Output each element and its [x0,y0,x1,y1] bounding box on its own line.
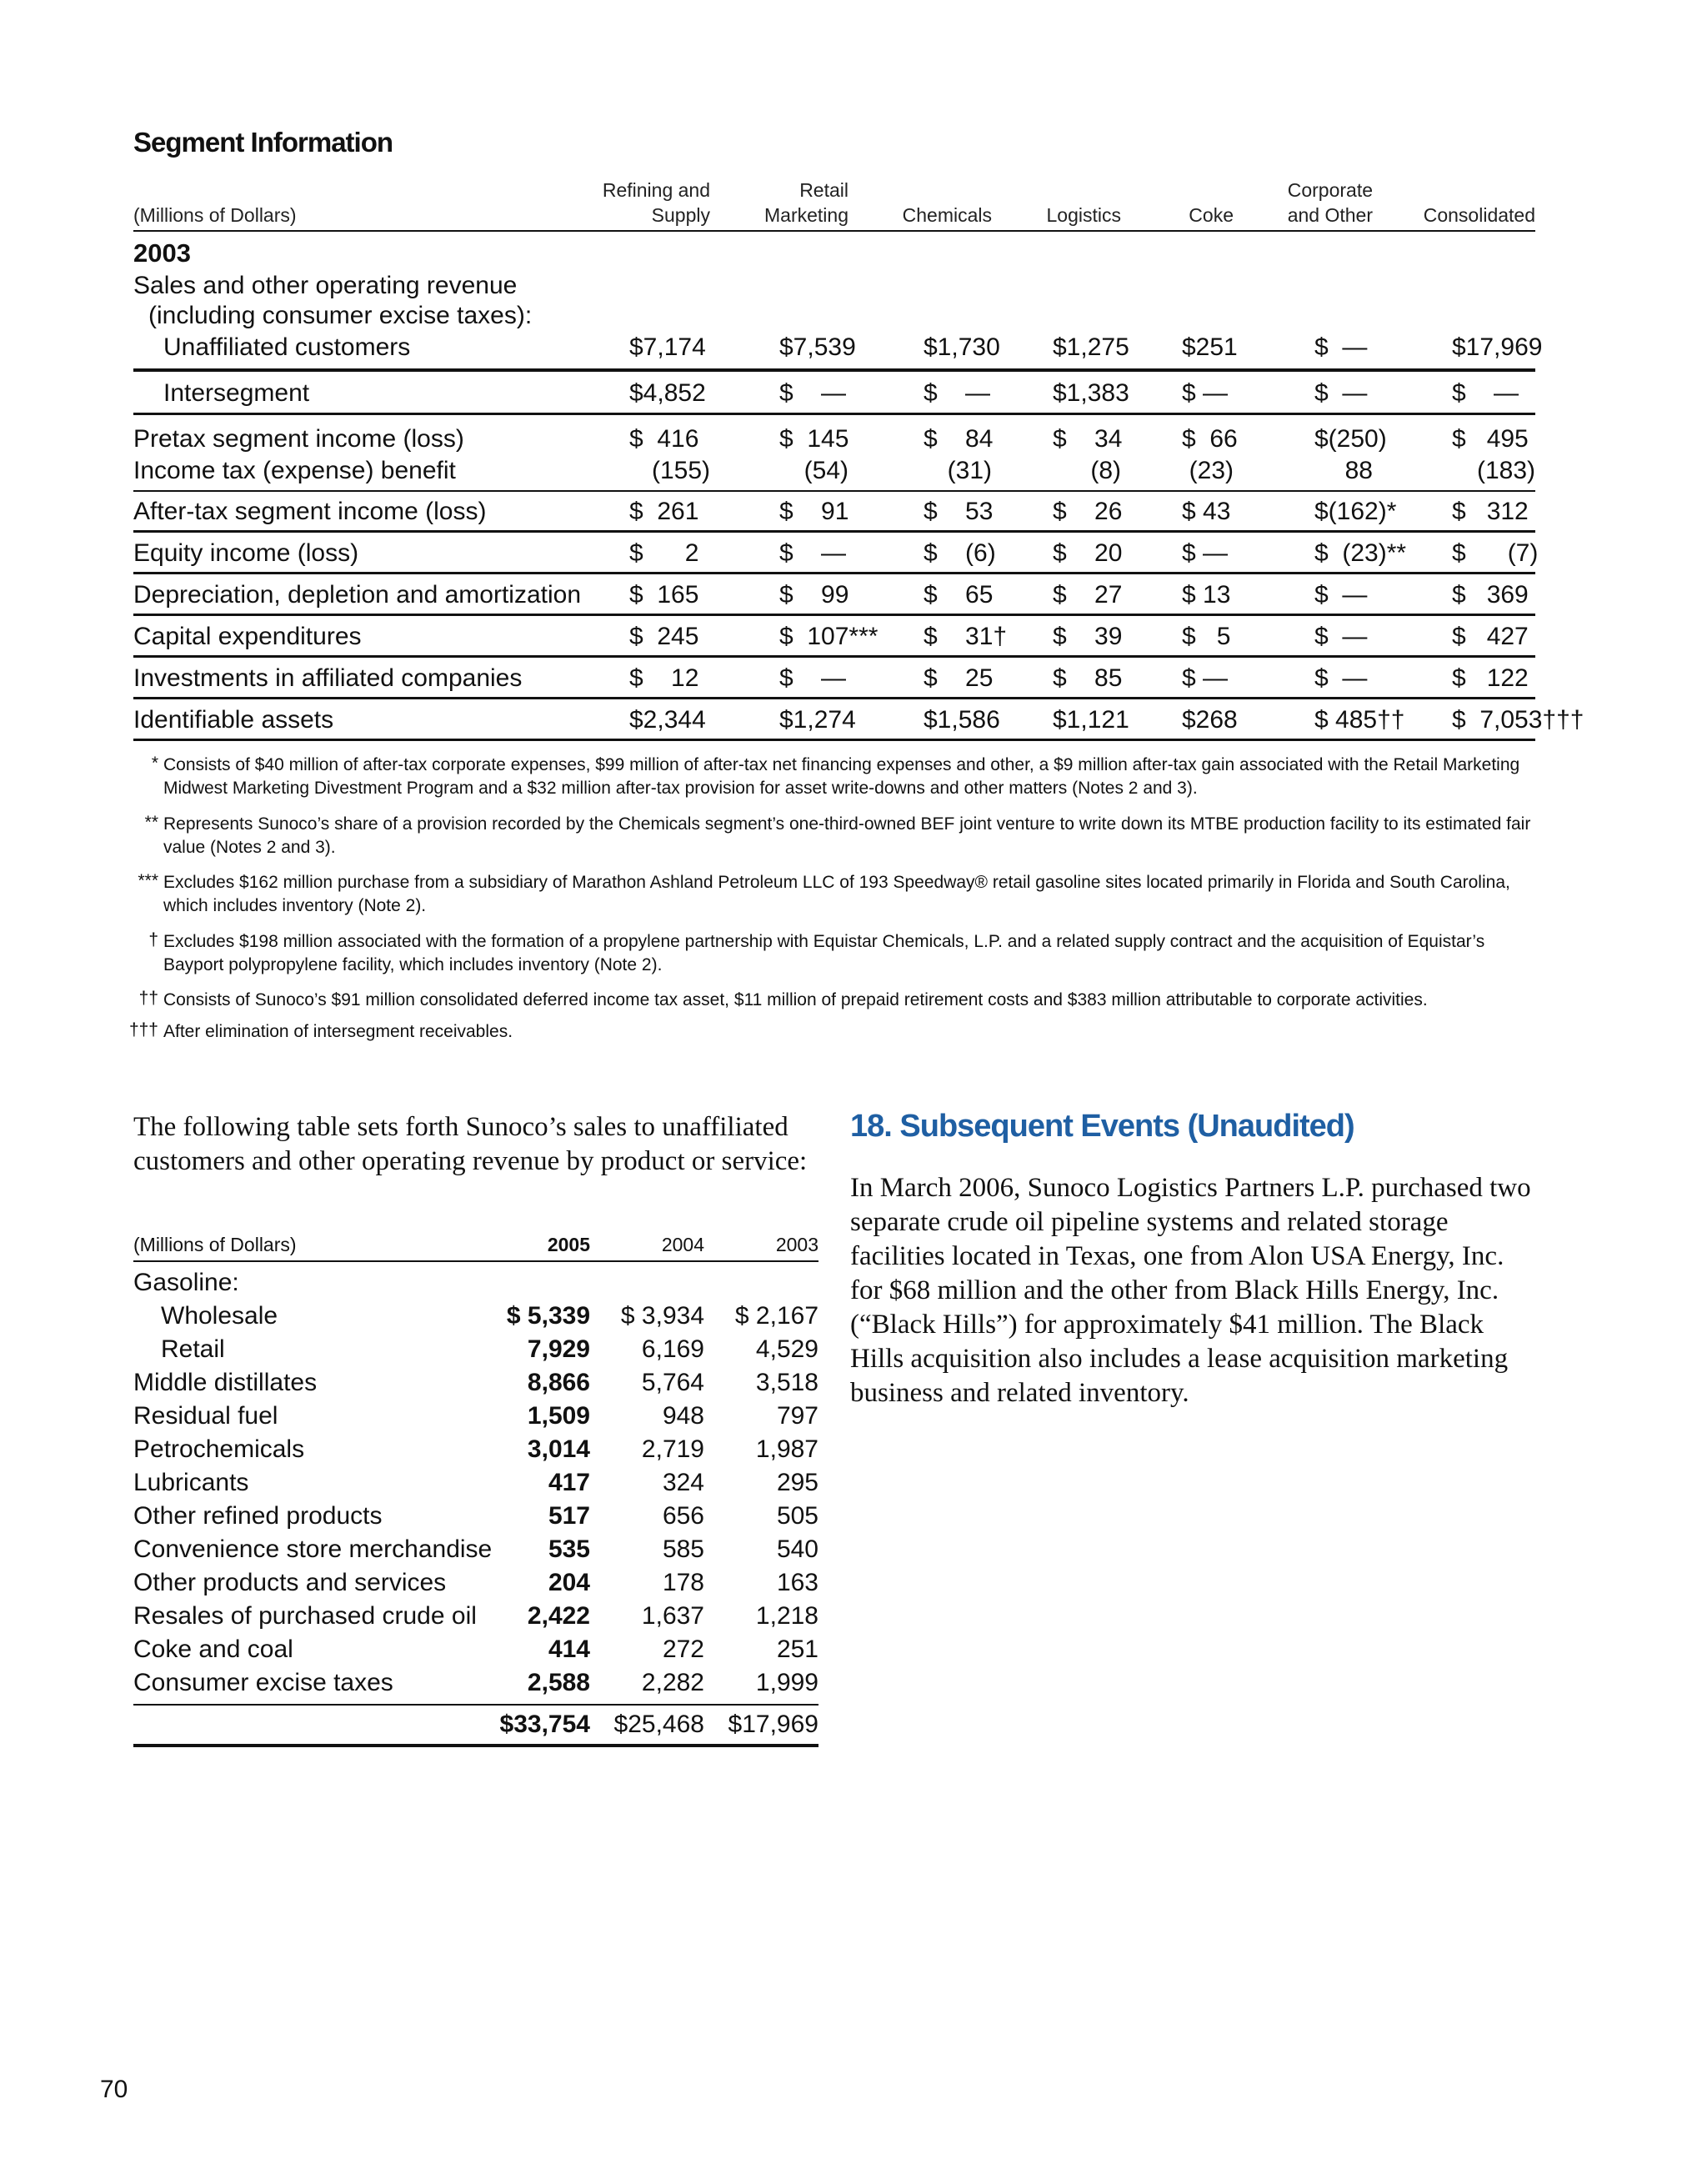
table-cell: $ 65 [924,581,994,609]
table-cell: $ — [1314,333,1368,361]
sales-value-2003: 4,529 [755,1335,818,1363]
table-cell: $ 13 [1182,581,1231,609]
column-header-line2: Supply [651,204,710,226]
table-cell: $1,730 [924,333,1000,361]
sales-value-2004: 178 [662,1569,704,1596]
table-cell: $ 53 [924,498,994,525]
table-rule [133,1704,818,1706]
sales-label-line2: (including consumer excise taxes): [148,302,533,329]
table-cell: $ 107*** [779,623,879,650]
table-rule [133,1744,818,1747]
table-cell: $ 261 [629,498,699,525]
table-cell: $(162)* [1314,498,1397,525]
table-cell: $ 99 [779,581,849,609]
table-cell: $ 27 [1053,581,1123,609]
table-rule [133,614,1535,616]
table-cell: $ 145 [779,425,849,453]
table-cell: $251 [1182,333,1238,361]
year-label: 2003 [133,238,191,268]
sales-value-2003: 540 [776,1535,818,1563]
footnote-mark: ††† [128,1020,158,1039]
sales-value-2005: 204 [548,1569,590,1596]
table-cell: $ 20 [1053,539,1123,567]
table-cell: $ 34 [1053,425,1123,453]
table-cell: $7,539 [779,333,856,361]
sales-total-2005: $33,754 [499,1711,590,1738]
sales-value-2004: 585 [662,1535,704,1563]
footnote-mark: ** [144,813,158,832]
units-label: (Millions of Dollars) [133,204,297,226]
table-cell: $ 416 [629,425,699,453]
table-row-label: Equity income (loss) [133,539,359,567]
table-rule [133,368,1535,372]
table-cell: $ — [1314,664,1368,692]
sales-value-2003: 163 [776,1569,818,1596]
sales-row-label: Residual fuel [133,1402,278,1430]
table-row-label: Pretax segment income (loss) [133,425,464,453]
table-cell: $ 245 [629,623,699,650]
sales-value-2005: $ 5,339 [506,1302,590,1330]
table-rule [133,739,1535,741]
table-row-label: Intersegment [163,379,310,407]
sales-row-label: Other products and services [133,1569,447,1596]
footnote-text: After elimination of intersegment receivables. [163,1022,513,1041]
footnote-text: Represents Sunoco’s share of a provision recorded by the Chemicals segment’s one-third-owned BEF joint venture to write down its MTBE production facility to its estimated fair value (Notes 2 and 3). [163,814,1531,857]
sales-value-2005: 2,588 [527,1669,590,1696]
footnote-mark: * [151,754,158,773]
subsequent-events-body: In March 2006, Sunoco Logistics Partners L.P. purchased two separate crude oil pipeline systems and related storage facilities located in Texas, one from Alon USA Energy, Inc. for $68 million and the other from Black Hills Energy, Inc. (“Black Hills”) for approximately $41 million. The Black Hills acquisition also includes a lease acquisition marketing business and related inventory. [850,1173,1531,1408]
table-cell: $ — [779,539,847,567]
table-row-label: Unaffiliated customers [163,333,411,361]
table-cell: $ 39 [1053,623,1123,650]
table-cell: (54) [803,457,848,484]
table-cell: (183) [1476,457,1535,484]
table-cell: $ 485†† [1314,706,1405,734]
sales-row-label: Wholesale [161,1302,278,1330]
sales-row-label: Consumer excise taxes [133,1669,393,1696]
sales-value-2005: 417 [548,1469,590,1496]
column-header-line2: Chemicals [902,204,992,226]
table-cell: $ — [1314,379,1368,407]
table-cell: $ 43 [1182,498,1231,525]
footnote-mark: *** [138,871,158,890]
table-row-label: Depreciation, depletion and amortization [133,581,581,609]
sales-value-2004: 272 [662,1635,704,1663]
sales-value-2003: 1,999 [755,1669,818,1696]
sales-value-2004: 6,169 [641,1335,704,1363]
table-cell: $ 122 [1452,664,1529,692]
table-cell: $ — [1314,581,1368,609]
column-header-line2: and Other [1287,204,1373,226]
sales-total-2004: $25,468 [613,1711,704,1738]
table-rule [133,530,1535,533]
table-rule [133,655,1535,658]
column-header-line1: Corporate [1287,179,1373,201]
sales-row-label: Convenience store merchandise [133,1535,493,1563]
footnote-mark: † [148,930,158,949]
sales-value-2004: 948 [662,1402,704,1430]
table-rule [133,697,1535,699]
table-cell: $ 66 [1182,425,1238,453]
table-cell: $ 25 [924,664,994,692]
sales-value-2005: 7,929 [527,1335,590,1363]
column-header-line2: Marketing [764,204,848,226]
sales-row-label: Coke and coal [133,1635,293,1663]
table-row-label: Identifiable assets [133,706,334,734]
table-rule [133,230,1535,232]
year-header: 2003 [775,1234,818,1255]
table-cell: $1,586 [924,706,1000,734]
table-cell: $ 312 [1452,498,1529,525]
table-cell: $ (23)** [1314,539,1407,567]
sales-value-2003: 797 [776,1402,818,1430]
sales-value-2003: 295 [776,1469,818,1496]
footnote-mark: †† [138,989,158,1008]
sales-value-2003: 505 [776,1502,818,1530]
table-cell: $4,852 [629,379,706,407]
table-cell: $ 7,053††† [1452,706,1584,734]
column-header-line1: Refining and [602,179,710,201]
sales-label-line1: Sales and other operating revenue [133,272,518,299]
sales-row-label: Lubricants [133,1469,249,1496]
sales-value-2003: 251 [776,1635,818,1663]
table-cell: 88 [1344,457,1373,484]
sales-value-2005: 8,866 [527,1369,590,1396]
table-row-label: Income tax (expense) benefit [133,457,456,484]
table-row-label: Capital expenditures [133,623,362,650]
footnote-text: Consists of $40 million of after-tax corporate expenses, $99 million of after-tax net financing expenses and other, a $9 million after-tax gain associated with the Retail Marketing Midwest Marketing Divestment Program and a $32 million after-tax provision for asset write-downs and other matters (Notes 2 and 3). [163,755,1520,798]
sales-value-2004: 2,282 [641,1669,704,1696]
table-cell: $ 369 [1452,581,1529,609]
sales-value-2004: 324 [662,1469,704,1496]
table-row-label: After-tax segment income (loss) [133,498,487,525]
sales-row-label: Other refined products [133,1502,383,1530]
sales-value-2004: 1,637 [641,1602,704,1630]
table-cell: $ — [1314,623,1368,650]
subsequent-events-title: 18. Subsequent Events (Unaudited) [850,1109,1354,1144]
table-cell: $7,174 [629,333,706,361]
table-cell: (31) [947,457,992,484]
column-header-line2: Logistics [1046,204,1121,226]
year-header: 2004 [661,1234,704,1255]
sales-units-label: (Millions of Dollars) [133,1234,297,1255]
column-header-line2: Coke [1189,204,1234,226]
table-cell: $(250) [1314,425,1387,453]
table-cell: $2,344 [629,706,706,734]
table-cell: $ 31† [924,623,1008,650]
table-cell: $ 12 [629,664,699,692]
sales-value-2003: 1,218 [755,1602,818,1630]
sales-value-2005: 3,014 [527,1435,590,1463]
sales-intro: The following table sets forth Sunoco’s sales to unaffiliated customers and other operating revenue by product or service: [133,1112,808,1176]
table-cell: $ 91 [779,498,849,525]
table-cell: $ 165 [629,581,699,609]
sales-value-2005: 414 [548,1635,590,1663]
sales-row-label: Petrochemicals [133,1435,305,1463]
sales-value-2005: 535 [548,1535,590,1563]
sales-value-2004: 2,719 [641,1435,704,1463]
sales-value-2004: $ 3,934 [620,1302,704,1330]
table-cell: $ — [1182,664,1229,692]
table-cell: $ — [1452,379,1519,407]
table-cell: $ — [779,379,847,407]
table-cell: $ 84 [924,425,994,453]
page-number: 70 [100,2076,128,2103]
sales-value-2004: 5,764 [641,1369,704,1396]
year-header: 2005 [547,1234,590,1255]
table-cell: $ 495 [1452,425,1529,453]
group-label: Gasoline: [133,1269,239,1296]
table-cell: (155) [651,457,710,484]
table-cell: $ 2 [629,539,699,567]
table-cell: $ 85 [1053,664,1123,692]
table-rule [133,490,1535,492]
table-cell: $1,383 [1053,379,1129,407]
table-rule [133,572,1535,574]
column-header-line2: Consolidated [1423,204,1535,226]
sales-value-2005: 517 [548,1502,590,1530]
sales-row-label: Retail [161,1335,225,1363]
table-cell: $ 26 [1053,498,1123,525]
table-cell: $ 5 [1182,623,1231,650]
table-cell: (8) [1090,457,1121,484]
table-cell: (23) [1189,457,1234,484]
table-row-label: Investments in affiliated companies [133,664,523,692]
table-cell: $ (6) [924,539,996,567]
sales-value-2003: $ 2,167 [734,1302,818,1330]
table-cell: $ — [1182,539,1229,567]
table-cell: $1,275 [1053,333,1129,361]
table-rule [133,1260,818,1262]
sales-value-2005: 1,509 [527,1402,590,1430]
table-cell: $ 427 [1452,623,1529,650]
footnote-text: Consists of Sunoco’s $91 million consolidated deferred income tax asset, $11 million of prepaid retirement costs and $383 million attributable to corporate activities. [163,990,1428,1009]
segment-title: Segment Information [133,127,393,158]
sales-value-2005: 2,422 [527,1602,590,1630]
sales-value-2004: 656 [662,1502,704,1530]
table-cell: $ — [924,379,991,407]
sales-value-2003: 3,518 [755,1369,818,1396]
sales-row-label: Resales of purchased crude oil [133,1602,477,1630]
table-rule [133,413,1535,415]
table-cell: $ — [1182,379,1229,407]
table-cell: $17,969 [1452,333,1543,361]
footnote-text: Excludes $162 million purchase from a subsidiary of Marathon Ashland Petroleum LLC of 193 Speedway® retail gasoline sites located primarily in Florida and South Carolina, which includes inventory (Note 2). [163,873,1510,915]
table-cell: $1,274 [779,706,856,734]
table-cell: $1,121 [1053,706,1129,734]
footnote-text: Excludes $198 million associated with the formation of a propylene partnership with Equistar Chemicals, L.P. and a related supply contract and the acquisition of Equistar’s Bayport polypropylene facility, which includes inventory (Note 2). [163,932,1485,974]
sales-total-2003: $17,969 [728,1711,818,1738]
sales-row-label: Middle distillates [133,1369,318,1396]
table-cell: $ (7) [1452,539,1539,567]
sales-value-2003: 1,987 [755,1435,818,1463]
column-header-line1: Retail [799,179,848,201]
table-cell: $268 [1182,706,1238,734]
table-cell: $ — [779,664,847,692]
